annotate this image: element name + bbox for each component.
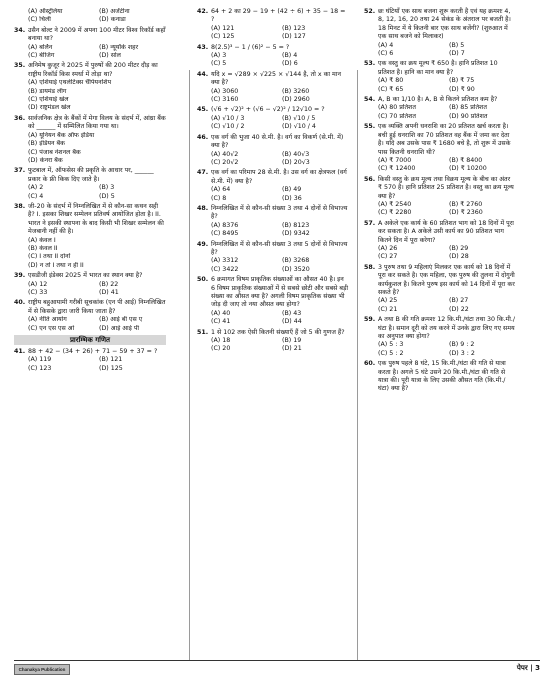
question-item bbox=[14, 348, 166, 373]
question-text: उसैन बोल्ट ने 2009 में अपना 100 मीटर विश्व रिकॉर्ड कहाँ बनाया था? bbox=[28, 26, 166, 43]
question-text: जी-20 के संदर्भ में निम्नलिखित में से कौन-सा कथन सही है? I. इसका शिखर सम्मेलन प्रतिवर्ष आयोजित होता है। II. भारत ने इसकी स्थापना के बाद किसी भी शिखर सम्मेलन की मेजबानी नहीं की है। bbox=[28, 202, 164, 236]
question-number: 44. bbox=[197, 70, 209, 78]
option: (D) 127 bbox=[282, 33, 306, 41]
question-item bbox=[197, 8, 349, 42]
question-item bbox=[14, 203, 166, 270]
question-text: एक व्यक्ति अपनी धनराशि का 20 प्रतिशत खर्च करता है। बची हुई धनराशि का 70 प्रतिशत वह बैंक में जमा कर देता है। यदि अब उसके पास ₹ 1680 बचे है, तो शुरू में उसके पास कितनी धनराशि थी? bbox=[378, 123, 511, 156]
option: (B) 40√3 bbox=[282, 150, 310, 158]
options-list bbox=[211, 310, 349, 327]
option: (C) ₹ 2280 bbox=[378, 209, 412, 217]
column-divider bbox=[189, 70, 190, 660]
option: (A) ₹ 2540 bbox=[378, 200, 412, 208]
question-number: 45. bbox=[197, 106, 209, 114]
option: (B) √10 / 5 bbox=[282, 114, 316, 122]
question-text: फुटबाल में, ऑफसेस की प्रकृति के आधार पर, ______ प्रकार के फ्री किक दिए जाते है। bbox=[28, 167, 154, 183]
option: (D) √10 / 4 bbox=[282, 123, 316, 131]
question-number: 56. bbox=[364, 175, 376, 183]
question-item bbox=[197, 169, 349, 203]
option: (B) 3 bbox=[99, 184, 115, 192]
options-list bbox=[211, 25, 349, 42]
option: (C) 33 bbox=[28, 289, 48, 296]
option: (A) बर्लिन bbox=[28, 43, 53, 51]
option: (D) 41 bbox=[99, 289, 119, 296]
question-item bbox=[197, 241, 349, 275]
option: (C) 21 bbox=[378, 305, 398, 313]
options-list bbox=[28, 132, 166, 166]
option: (C) चिली bbox=[28, 16, 51, 24]
option: (A) 18 bbox=[211, 337, 231, 345]
question-text: किसी वस्तु के क्रय मूल्य तथा विक्रय मूल्य के बीच का अंतर ₹ 570 है। हानि प्रतिशत 25 प्रतिशत है। वस्तु का क्रय मूल्य क्या है? bbox=[378, 175, 514, 200]
option: (A) 40 bbox=[211, 309, 231, 317]
question-number: 54. bbox=[364, 96, 376, 104]
question-item bbox=[197, 276, 349, 326]
question-item bbox=[14, 299, 166, 333]
options-list bbox=[378, 42, 516, 59]
options-list bbox=[28, 79, 166, 113]
option: (B) आई बी एस ए bbox=[99, 316, 143, 324]
option: (D) 7 bbox=[449, 50, 465, 58]
option: (B) 19 bbox=[282, 337, 302, 345]
options-list bbox=[28, 316, 166, 333]
section-heading: प्रारम्भिक गणित bbox=[14, 335, 166, 345]
options-list bbox=[28, 237, 166, 271]
option: (B) 43 bbox=[282, 309, 302, 317]
option: (A) ₹ 80 bbox=[378, 77, 404, 85]
option: (C) ₹ 12400 bbox=[378, 165, 416, 173]
option: (C) √10 / 2 bbox=[211, 123, 245, 131]
question-number: 57. bbox=[364, 219, 376, 227]
option: (B) केवल II bbox=[28, 244, 58, 252]
question-number: 51. bbox=[197, 328, 209, 336]
question-text: एक वस्तु का क्रय मूल्य ₹ 650 है। हानि प्रतिशत 10 प्रतिशत है। हानि का मान क्या है? bbox=[378, 60, 498, 76]
options-list bbox=[28, 8, 166, 25]
question-text: 6 क्रमागत विषम प्राकृतिक संख्याओं का औसत 40 है। इन 6 विषम प्राकृतिक संख्याओं में से सबसे छोटी और सबसे बड़ी संख्या का औसत क्या है? अगली विषम प्राकृतिक संख्या भी जोड़ दी जाए तो नया औसत क्या होगा? bbox=[211, 276, 349, 309]
options-list bbox=[211, 151, 349, 168]
question-item bbox=[197, 205, 349, 239]
question-number: 53. bbox=[364, 60, 376, 68]
option: (D) 3520 bbox=[282, 265, 310, 273]
question-text: छः घंटियाँ एक साथ बजना शुरू करती है एवं यह क्रमशः 4, 8, 12, 16, 20 तथा 24 सेकंड के अंतराल पर बजती है। 18 मिनट में ये कितनी बार एक साथ बजेंगी? (शुरुआत में एक साथ बजने को मिलाकर) bbox=[378, 8, 511, 41]
option: (D) 90 प्रतिशत bbox=[449, 112, 488, 120]
publisher-logo: Chanakya Publication bbox=[14, 664, 70, 675]
option: (A) 40√2 bbox=[211, 150, 239, 158]
options-list bbox=[211, 186, 349, 203]
question-item bbox=[364, 264, 516, 314]
option: (D) न तो I तथा न ही II bbox=[28, 261, 84, 269]
options-list bbox=[378, 341, 516, 358]
options-list bbox=[28, 281, 166, 298]
option: (B) ₹ 8400 bbox=[449, 156, 483, 164]
question-number: 59. bbox=[364, 316, 376, 324]
question-text: एक वर्ग का परिमाप 28 से.मी. है। उस वर्ग का क्षेत्रफल (वर्ग से.मी. में) क्या है? bbox=[211, 169, 347, 185]
option: (C) 20√2 bbox=[211, 158, 239, 166]
option: (D) 44 bbox=[282, 318, 302, 326]
question-text: A, B का 1/10 है। A, B से कितने प्रतिशत कम है? bbox=[378, 96, 498, 104]
question-number: 48. bbox=[197, 204, 209, 212]
option: (C) I तथा II दोनों bbox=[28, 253, 71, 261]
question-number: 34. bbox=[14, 26, 26, 34]
page-number: पेपर | 3 bbox=[516, 664, 540, 672]
question-number: 46. bbox=[197, 133, 209, 141]
question-text: 64 + 2 का 29 − 19 + (42 ÷ 6) + 35 − 18 = ? bbox=[211, 8, 346, 24]
options-list bbox=[378, 77, 516, 94]
option: (B) 5 bbox=[449, 41, 465, 49]
question-number: 37. bbox=[14, 167, 26, 175]
option: (B) न्यूयॉर्क शहर bbox=[99, 43, 139, 51]
question-number: 47. bbox=[197, 169, 209, 177]
option: (D) राष्ट्रमंडल खेल bbox=[28, 104, 71, 112]
option: (D) 36 bbox=[282, 194, 302, 202]
question-item bbox=[14, 115, 166, 165]
options-list bbox=[211, 337, 349, 354]
question-number: 35. bbox=[14, 62, 26, 70]
question-text: 3 पुरुष तथा 9 महिलाएं मिलकर एक कार्य को 18 दिनों में पूरा कर सकते है। एक महिला, एक पुरुष की तुलना में दोगुनी कार्यकुशल है। कितने पुरुष इस कार्य को 14 दिनों में पूरा कर सकते है? bbox=[378, 263, 515, 296]
option: (A) 4 bbox=[378, 41, 394, 49]
question-item bbox=[14, 272, 166, 297]
question-formula: 8(2.5)³ − 1 / (6)² − 5 = ? bbox=[211, 43, 290, 51]
option: (C) एन एस एस ओ bbox=[28, 324, 75, 332]
options-list bbox=[211, 88, 349, 105]
options-list bbox=[211, 257, 349, 274]
option: (A) 64 bbox=[211, 186, 231, 194]
option: (C) 5 bbox=[211, 60, 227, 68]
column-middle bbox=[197, 8, 349, 356]
options-list bbox=[211, 115, 349, 132]
option: (D) 21 bbox=[282, 345, 302, 353]
option: (A) 3 bbox=[211, 52, 227, 60]
option: (D) 3 : 2 bbox=[449, 349, 475, 357]
option: (B) डायमंड लीग bbox=[28, 87, 67, 95]
option: (A) 80 प्रतिशत bbox=[378, 104, 416, 112]
options-list bbox=[378, 201, 516, 218]
question-number: 41. bbox=[14, 348, 26, 356]
question-number: 42. bbox=[197, 8, 209, 15]
option: (C) 27 bbox=[378, 253, 398, 261]
question-text: 88 + 42 − (34 + 26) + 71 − 59 + 37 = ? bbox=[28, 348, 158, 356]
option: (A) 12 bbox=[28, 280, 48, 288]
option: (B) 49 bbox=[282, 186, 302, 194]
option: (C) ₹ 65 bbox=[378, 85, 404, 93]
options-list bbox=[28, 44, 166, 61]
question-number: 43. bbox=[197, 43, 209, 51]
option: (B) 27 bbox=[449, 297, 469, 305]
options-list bbox=[378, 297, 516, 314]
question-number: 50. bbox=[197, 276, 209, 284]
question-item bbox=[14, 27, 166, 61]
option: (B) 121 bbox=[99, 356, 123, 364]
option: (D) ₹ 2360 bbox=[449, 209, 483, 217]
question-number: 38. bbox=[14, 202, 26, 210]
question-number: 49. bbox=[197, 240, 209, 248]
question-text: एसडीजी इंडेक्स 2025 में भारत का स्थान क्या है? bbox=[28, 272, 143, 280]
option: (D) ₹ 10200 bbox=[449, 165, 487, 173]
column-right bbox=[364, 8, 516, 396]
question-text: राष्ट्रीय बहुआयामी गरीबी सूचकांक (एन पी आई) निम्नलिखित में से किसके द्वारा जारी किया जाता है? bbox=[28, 299, 166, 315]
option: (D) 28 bbox=[449, 253, 469, 261]
option: (D) 9342 bbox=[282, 230, 310, 238]
option: (B) 29 bbox=[449, 244, 469, 252]
option: (C) 3422 bbox=[211, 265, 239, 273]
question-text: एक पुरुष पहले 8 घंटे, 15 कि.मी./घंटा की गति से यात्रा करता है। अगले 5 घंटे उसने 20 कि.मी./घंटा की गति से यात्रा की। पूरी यात्रा के लिए उसकी औसत गति (कि.मी./घंटा) क्या है? bbox=[378, 360, 506, 393]
question-number: 40. bbox=[14, 299, 26, 307]
options-list bbox=[28, 356, 166, 373]
option: (C) 123 bbox=[28, 364, 52, 372]
question-item bbox=[364, 360, 516, 394]
question-text: सार्वजनिक क्षेत्र के बैंकों में मेगा विलय के संदर्भ में, आंध्रा बैंक को ______ में सम्मिलित किया गया था। bbox=[28, 114, 166, 131]
option: (A) नीति आयोग bbox=[28, 316, 67, 324]
option: (B) 9 : 2 bbox=[449, 341, 475, 349]
options-list bbox=[211, 52, 349, 69]
option: (B) अर्जेंटीना bbox=[99, 8, 130, 15]
footer-rule bbox=[14, 660, 540, 661]
question-text: 1 से 102 तक ऐसी कितनी संख्याएँ हैं जो 5 की गुणज हैं? bbox=[211, 328, 345, 336]
options-list bbox=[378, 245, 516, 262]
option: (C) 3160 bbox=[211, 96, 239, 104]
question-item bbox=[14, 8, 166, 25]
question-item bbox=[364, 123, 516, 173]
column-left bbox=[14, 8, 166, 375]
options-list bbox=[378, 157, 516, 174]
question-item bbox=[14, 167, 166, 201]
option: (B) 8123 bbox=[282, 221, 310, 229]
option: (D) 2960 bbox=[282, 96, 310, 104]
option: (A) 25 bbox=[378, 297, 398, 305]
option: (A) 2 bbox=[28, 184, 44, 192]
option: (B) 3268 bbox=[282, 257, 310, 265]
option: (C) 8495 bbox=[211, 230, 239, 238]
option: (C) 5 : 2 bbox=[378, 349, 404, 357]
option: (D) कनाडा bbox=[99, 16, 126, 24]
option: (C) एशियाई खेल bbox=[28, 96, 69, 104]
option: (A) 121 bbox=[211, 24, 235, 32]
option: (A) केवल I bbox=[28, 236, 56, 244]
option: (C) 4 bbox=[28, 192, 44, 200]
option: (B) ₹ 2760 bbox=[449, 200, 483, 208]
question-item bbox=[197, 71, 349, 105]
option: (A) 26 bbox=[378, 244, 398, 252]
question-item bbox=[364, 220, 516, 262]
option: (C) 8 bbox=[211, 194, 227, 202]
question-item bbox=[197, 44, 349, 69]
question-number: 55. bbox=[364, 123, 376, 131]
option: (C) 6 bbox=[378, 50, 394, 58]
question-text: निम्नलिखित में से कौन-सी संख्या 3 तथा 5 दोनों से विभाज्य है? bbox=[211, 240, 348, 256]
option: (C) 70 प्रतिशत bbox=[378, 112, 416, 120]
question-number: 39. bbox=[14, 272, 26, 280]
question-text: यदि x = √289 × √225 × √144 है, तो x का मान क्या है? bbox=[211, 70, 341, 87]
option: (A) ऑस्ट्रेलिया bbox=[28, 8, 63, 15]
question-item bbox=[364, 96, 516, 121]
question-item bbox=[364, 176, 516, 218]
question-number: 36. bbox=[14, 114, 26, 122]
question-item bbox=[364, 316, 516, 358]
question-number: 60. bbox=[364, 360, 376, 368]
option: (B) 123 bbox=[282, 24, 306, 32]
option: (D) 20√3 bbox=[282, 158, 310, 166]
option: (C) 125 bbox=[211, 33, 235, 41]
question-text: एक वर्ग की भुजा 40 से.मी. है। वर्ग का विकर्ण (से.मी. में) क्या है? bbox=[211, 133, 344, 150]
question-item bbox=[14, 62, 166, 112]
option: (B) 4 bbox=[282, 52, 298, 60]
option: (D) ₹ 90 bbox=[449, 85, 475, 93]
question-text: निम्नलिखित में से कौन-सी संख्या 3 तथा 4 दोनों से विभाज्य है? bbox=[211, 204, 348, 221]
option: (B) 22 bbox=[99, 280, 119, 288]
option: (D) 125 bbox=[99, 364, 123, 372]
option: (A) 8376 bbox=[211, 221, 239, 229]
question-text: A तथा B की गति क्रमशः 12 कि.मी./घंटा तथा 30 कि.मी./घंटा है। समान दूरी को तय करने में उनके द्वारा लिए गए समय का अनुपात क्या होगा? bbox=[378, 316, 516, 341]
option: (C) पंजाब नेशनल बैंक bbox=[28, 148, 81, 156]
option: (A) 119 bbox=[28, 356, 52, 364]
option: (D) 6 bbox=[282, 60, 298, 68]
option: (A) एशियाई एथलेटिक्स चैंपियनशिप bbox=[28, 79, 112, 87]
option: (D) आई आई पी bbox=[99, 324, 140, 332]
question-item bbox=[197, 329, 349, 354]
option: (C) बीजिंग bbox=[28, 52, 55, 60]
option: (A) ₹ 7000 bbox=[378, 156, 412, 164]
question-item bbox=[197, 134, 349, 168]
question-text: अनिमेष कुजूर ने 2025 में पुरुषों की 200 मीटर दौड़ का राष्ट्रीय रिकॉर्ड किस स्पर्धा में तोड़ा था? bbox=[28, 62, 158, 78]
option: (B) 85 प्रतिशत bbox=[449, 104, 487, 112]
options-list bbox=[378, 104, 516, 121]
question-formula: (√6 + √2)² + (√6 − √2)² / 12√10 = ? bbox=[211, 106, 325, 114]
options-list bbox=[211, 222, 349, 239]
question-number: 58. bbox=[364, 263, 376, 271]
option: (D) 5 bbox=[99, 192, 115, 200]
question-text: A अकेले एक कार्य के 60 प्रतिशत भाग को 18 दिनों में पूरा कर सकता है। A अकेले उसी कार्य का 90 प्रतिशत भाग कितने दिन में पूरा करेगा? bbox=[378, 219, 514, 244]
column-divider bbox=[357, 70, 358, 660]
option: (D) सोल bbox=[99, 52, 121, 60]
option: (A) 5 : 3 bbox=[378, 341, 404, 349]
option: (D) 22 bbox=[449, 305, 469, 313]
option: (C) 41 bbox=[211, 318, 231, 326]
option: (B) इंडियन बैंक bbox=[28, 140, 65, 148]
option: (A) 3060 bbox=[211, 87, 239, 95]
question-item bbox=[197, 106, 349, 131]
option: (B) 3260 bbox=[282, 87, 310, 95]
question-number: 52. bbox=[364, 8, 376, 15]
question-item bbox=[364, 8, 516, 58]
question-item bbox=[364, 60, 516, 94]
option: (D) केनरा बैंक bbox=[28, 156, 63, 164]
option: (A) यूनियन बैंक ऑफ इंडिया bbox=[28, 131, 95, 139]
option: (A) √10 / 3 bbox=[211, 114, 245, 122]
option: (A) 3312 bbox=[211, 257, 239, 265]
option: (C) 20 bbox=[211, 345, 231, 353]
option: (B) ₹ 75 bbox=[449, 77, 475, 85]
options-list bbox=[28, 184, 166, 201]
